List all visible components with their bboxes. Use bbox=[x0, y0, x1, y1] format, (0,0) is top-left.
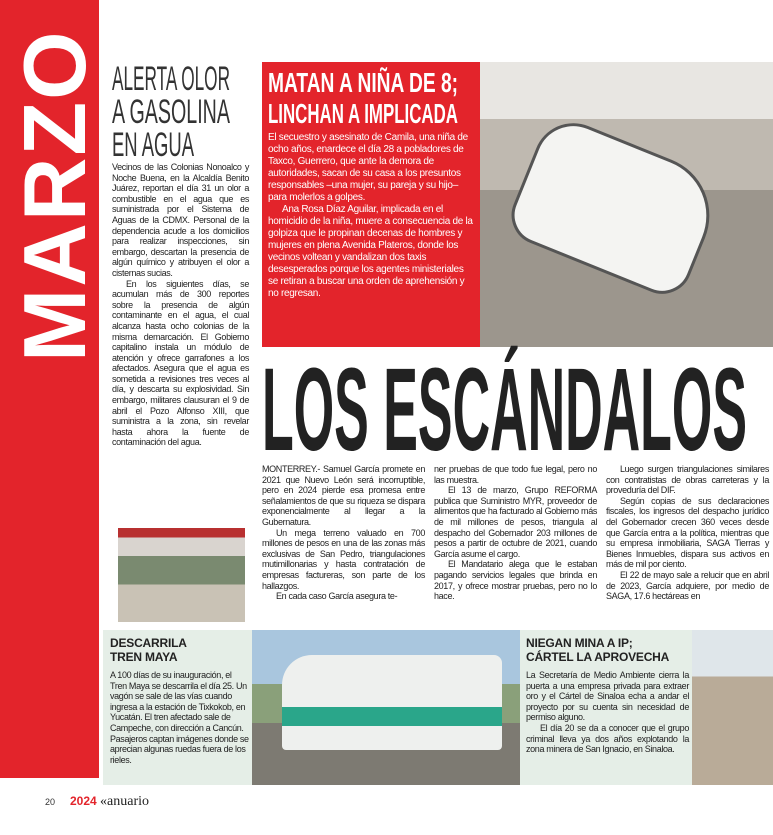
paragraph: Luego surgen triangulaciones similares con contratistas de obras carreteras y la proveduría del DIF. bbox=[606, 464, 769, 496]
train-shape bbox=[282, 655, 502, 750]
mina-story bbox=[526, 636, 689, 755]
logo-year: 2024 bbox=[70, 794, 97, 808]
tren-headline bbox=[110, 636, 250, 664]
headline-line: ALERTA OLOR bbox=[112, 60, 230, 98]
tren-story bbox=[110, 636, 250, 765]
paragraph: Ana Rosa Díaz Aguilar, implicada en el homicidio de la niña, muere a consecuencia de la golpiza que le propinan decenas de hombres y mujeres en plena Avenida Plateros, donde los vecinos voltean y vandalizan dos taxis desesperados porque los agentes ministeriales se retiran a buscar una orden de aprehensión y no regresan. bbox=[268, 204, 473, 299]
paragraph: ner pruebas de que todo fue legal, pero no las muestra. bbox=[434, 464, 597, 485]
main-column-2 bbox=[434, 464, 597, 602]
gasolina-body bbox=[112, 162, 249, 448]
overturned-taxi-photo bbox=[480, 62, 773, 347]
headline-line: MATAN A NIÑA DE 8; bbox=[268, 67, 458, 98]
paragraph: El 13 de marzo, Grupo REFORMA publica que Suministro MYR, proveedor de alimentos que ha facturado al Gobierno más de mil millones de pesos, triangula al despacho del Gobernador 203 millones de pesos a partir de octubre de 2021, cuando García asume el cargo. bbox=[434, 485, 597, 559]
taxco-headline bbox=[268, 66, 474, 128]
paragraph: En los siguientes días, se acumulan más de 300 reportes sobre la presencia de algún contaminante en el agua, el cual alcanza hasta ocho colonias de la misma demarcación. El Gobierno capitalino instala un módulo de atención y ofrece garrafones a los afectados. Asegura que el agua es sometida a revisiones tres veces al día, y descarta su explosividad. Sin embargo, militares clausuran el 9 de abril el Pozo Alfonso XIII, que suministra a la zona, sin revelar hasta ahora la fuente de contaminación del agua. bbox=[112, 278, 249, 448]
paragraph: El Mandatario alega que le estaban pagando servicios legales que brinda en 2017, y ofrece mostrar pruebas, pero no lo hace. bbox=[434, 559, 597, 602]
paragraph: El 22 de mayo sale a relucir que en abril de 2023, García adquiere, por medio de SAGA, 17.6 hectáreas en bbox=[606, 569, 769, 602]
gasolina-headline bbox=[112, 60, 252, 164]
taxco-story-box bbox=[262, 62, 480, 347]
paragraph: El día 20 se da a conocer que el grupo criminal lleva ya dos años explotando la zona minera de San Ignacio, en Sinaloa. bbox=[526, 722, 689, 755]
overturned-car-shape bbox=[503, 111, 728, 303]
paragraph: Según copias de sus declaraciones fiscales, los ingresos del despacho jurídico del Gobernador crecen 360 veces desde que García entra a la política, mientras que su empresa inmobiliaria, SAGA Tierras y Bienes Inmuebles, dispara sus activos en más de mil por ciento. bbox=[606, 495, 769, 570]
paragraph: A 100 días de su inauguración, el Tren Maya se descarrila el día 25. Un vagón se sale de las vías cuando ingresa a la estación de Tixkokob, en Yucatán. El tren afectado sale de Campeche, con dirección a Cancún. Pasajeros captan imágenes donde se aprecian algunas ruedas fuera de los rieles. bbox=[110, 670, 249, 765]
logo-brand: «anuario bbox=[100, 794, 150, 809]
mining-site-photo bbox=[692, 630, 773, 785]
main-column-1 bbox=[262, 464, 425, 602]
headline-line: LINCHAN A IMPLICADA bbox=[268, 98, 458, 129]
headline-line: EN AGUA bbox=[112, 126, 195, 164]
headline-line: NIEGAN MINA A IP; bbox=[526, 636, 633, 650]
paragraph: La Secretaría de Medio Ambiente cierra la puerta a una empresa privada para extraer oro y el Cártel de Sinaloa echa a andar el proyecto por su cuenta sin necesidad de permiso alguno. bbox=[526, 670, 689, 723]
paragraph: Vecinos de las Colonias Nonoalco y Noche Buena, en la Alcaldía Benito Juárez, reportan el día 31 un olor a combustible en el agua que es suministrada por el Sistema de Aguas de la CDMX. Personal de la dependencia acude a los domicilios para realizar inspecciones, sin embargo, descartan la presencia de algún químico y atribuyen el olor a cisternas sucias. bbox=[112, 162, 249, 278]
paragraph: MONTERREY.- Samuel García promete en 2021 que Nuevo León será incorruptible, pero en 2024 pierde esa promesa entre señalamientos de que su riqueza se dispara exponencialmente al llegar a la Gubernatura. bbox=[262, 464, 425, 527]
month-label: MARZO bbox=[5, 29, 104, 362]
main-headline-text: LOS ESCÁNDALOS bbox=[262, 344, 747, 476]
tren-maya-photo bbox=[252, 630, 520, 785]
water-distribution-photo bbox=[118, 528, 245, 622]
mina-headline bbox=[526, 636, 689, 664]
paragraph: El secuestro y asesinato de Camila, una niña de ocho años, enardece el día 28 a pobladores de Taxco, Guerrero, que ante la demora de autoridades, sacan de su casa a los presuntos responsables –una mujer, su pareja y su hijo– para molerlos a golpes. bbox=[268, 132, 468, 203]
headline-line: TREN MAYA bbox=[110, 650, 178, 664]
tren-body bbox=[110, 670, 250, 765]
paragraph: En cada caso García asegura te- bbox=[276, 591, 398, 602]
publication-logo bbox=[70, 794, 149, 810]
mina-body bbox=[526, 670, 689, 755]
paragraph: Un mega terreno valuado en 700 millones de pesos en una de las zonas más exclusivas de San Pedro, triangulaciones mutimillonarias y hasta contratación de empresas factureras, son parte de los hallazgos. bbox=[262, 527, 425, 591]
headline-line: A GASOLINA bbox=[112, 93, 231, 131]
main-column-3 bbox=[606, 464, 769, 602]
headline-line: CÁRTEL LA APROVECHA bbox=[526, 650, 670, 664]
headline-line: DESCARRILA bbox=[110, 636, 187, 650]
page-number: 20 bbox=[45, 797, 56, 807]
